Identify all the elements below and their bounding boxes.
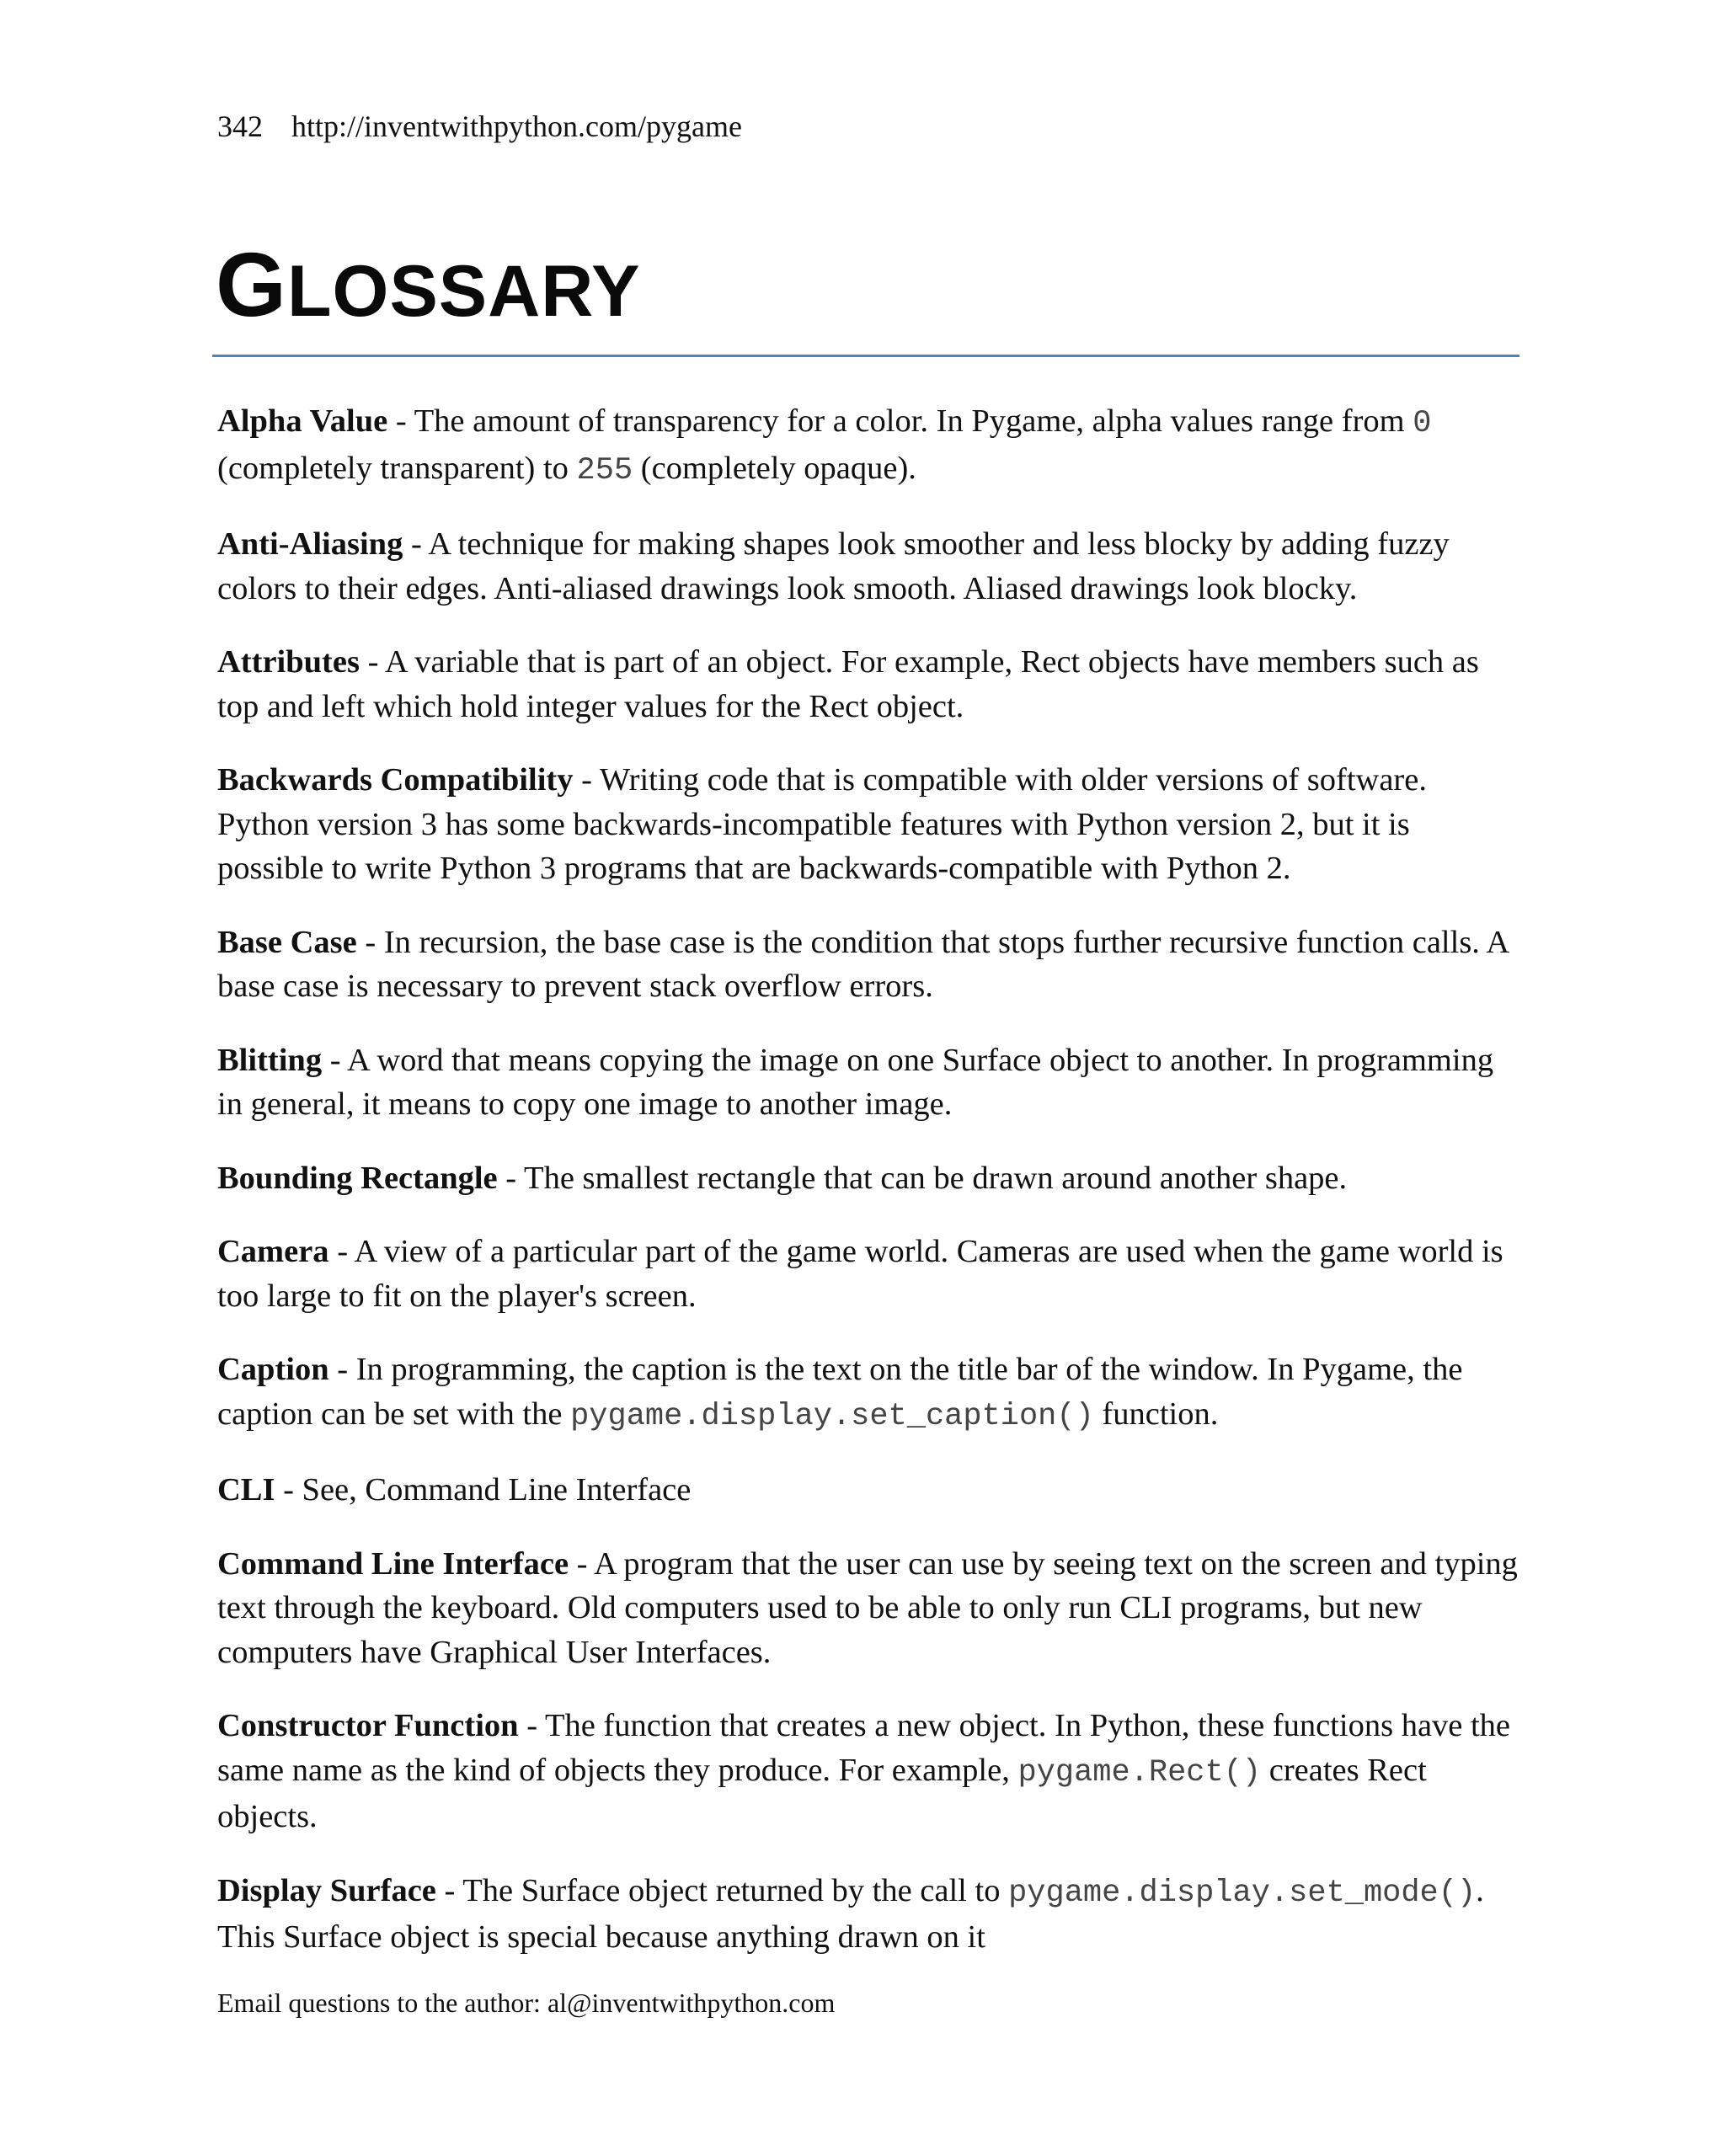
glossary-term: Camera — [217, 1234, 329, 1269]
glossary-term: Blitting — [217, 1042, 323, 1078]
glossary-term: Backwards Compatibility — [217, 762, 574, 798]
glossary-entry-attributes — [217, 640, 1518, 728]
definition-text: A word that means copying the image on one Surface object to another. In programming in general, it means to copy one image to another image. — [217, 1042, 1494, 1122]
term-separator: - — [403, 526, 429, 562]
definition-text: creates Rect objects. — [217, 1752, 1427, 1834]
glossary-entry-alpha-value — [217, 399, 1518, 493]
term-separator: - — [497, 1160, 525, 1196]
code-snippet: 0 — [1413, 406, 1432, 441]
definition-text: In recursion, the base case is the condition that stops further recursive function calls. A base case is necessary to prevent stack overflow errors. — [217, 924, 1509, 1004]
glossary-entry-cli — [217, 1468, 1518, 1513]
glossary-entry-command-line-interface — [217, 1542, 1518, 1675]
glossary-term: Command Line Interface — [217, 1545, 569, 1582]
glossary-entry-camera — [217, 1230, 1518, 1318]
definition-text: A view of a particular part of the game world. Cameras are used when the game world is too large to fit on the player's screen. — [217, 1234, 1503, 1314]
glossary-entry-caption — [217, 1348, 1518, 1438]
code-snippet: pygame.display.set_caption() — [570, 1398, 1094, 1434]
glossary-entry-blitting — [217, 1038, 1518, 1127]
page-title — [216, 234, 641, 342]
glossary-entry-bounding-rectangle — [217, 1156, 1518, 1201]
definition-text: . This Surface object is special because anything drawn on it — [217, 1872, 1484, 1955]
title-rest: LOSSARY — [287, 251, 641, 332]
glossary-term: Alpha Value — [217, 403, 388, 439]
glossary-entry-anti-aliasing — [217, 522, 1518, 611]
page-header — [217, 106, 742, 147]
glossary-term: Constructor Function — [217, 1708, 519, 1743]
term-separator: - — [328, 1352, 356, 1387]
glossary-term: CLI — [217, 1472, 275, 1508]
term-separator: - — [356, 924, 384, 960]
term-separator: - — [328, 1234, 355, 1269]
glossary-list — [217, 399, 1518, 1989]
definition-text: A variable that is part of an object. For example, Rect objects have members such as top and left which hold integer values for the Rect object. — [217, 644, 1479, 724]
definition-text: The Surface object returned by the call to — [462, 1872, 1009, 1908]
code-snippet: pygame.display.set_mode() — [1008, 1875, 1477, 1911]
definition-text: In programming, the caption is the text on the title bar of the window. In Pygame, the caption can be set with the — [217, 1352, 1463, 1432]
definition-text: The function that creates a new object. In Python, these functions have the same name as the kind of objects they produce. For example, — [217, 1708, 1511, 1788]
definition-text: A program that the user can use by seeing text on the screen and typing text through the keyboard. Old computers used to be able to only run CLI programs, but new computers have Graphical User Interfaces. — [217, 1545, 1518, 1670]
title-divider — [212, 355, 1519, 357]
term-separator: - — [359, 644, 385, 680]
glossary-entry-backwards-compatibility — [217, 758, 1518, 891]
header-url: http://inventwithpython.com/pygame — [291, 109, 742, 143]
term-separator: - — [435, 1872, 463, 1908]
term-separator: - — [569, 1545, 594, 1582]
code-snippet: pygame.Rect() — [1017, 1754, 1262, 1790]
term-separator: - — [387, 403, 414, 439]
definition-text: The amount of transparency for a color. In Pygame, alpha values range from — [414, 403, 1413, 439]
definition-text: The smallest rectangle that can be drawn around another shape. — [524, 1160, 1348, 1196]
definition-text: function. — [1093, 1396, 1219, 1432]
definition-text: (completely transparent) to — [217, 450, 577, 486]
definition-text: Writing code that is compatible with older versions of software. Python version 3 has some backwards-incompatible features with Python version 2, but it is possible to write Python 3 programs that are backwards-compatible with Python 2. — [217, 762, 1427, 886]
glossary-entry-base-case — [217, 921, 1518, 1009]
definition-text: (completely opaque). — [633, 450, 916, 486]
term-separator: - — [275, 1472, 302, 1508]
definition-text: See, Command Line Interface — [302, 1472, 692, 1508]
glossary-term: Display Surface — [217, 1872, 436, 1908]
glossary-term: Base Case — [217, 924, 357, 960]
page-footer: Email questions to the author: al@inventwithpython.com — [217, 1988, 836, 2018]
term-separator: - — [573, 762, 600, 798]
glossary-entry-display-surface — [217, 1869, 1518, 1960]
glossary-entry-constructor-function — [217, 1704, 1518, 1839]
code-snippet: 255 — [576, 452, 633, 488]
title-first-letter: G — [216, 233, 288, 335]
term-separator: - — [322, 1042, 348, 1078]
glossary-term: Bounding Rectangle — [217, 1160, 498, 1196]
glossary-term: Caption — [217, 1352, 329, 1387]
glossary-term: Attributes — [217, 644, 360, 680]
page-number: 342 — [217, 109, 263, 143]
glossary-term: Anti-Aliasing — [217, 526, 403, 562]
term-separator: - — [518, 1708, 545, 1743]
definition-text: A technique for making shapes look smoother and less blocky by adding fuzzy colors to their edges. Anti-aliased drawings look smooth. Aliased drawings look blocky. — [217, 526, 1450, 606]
